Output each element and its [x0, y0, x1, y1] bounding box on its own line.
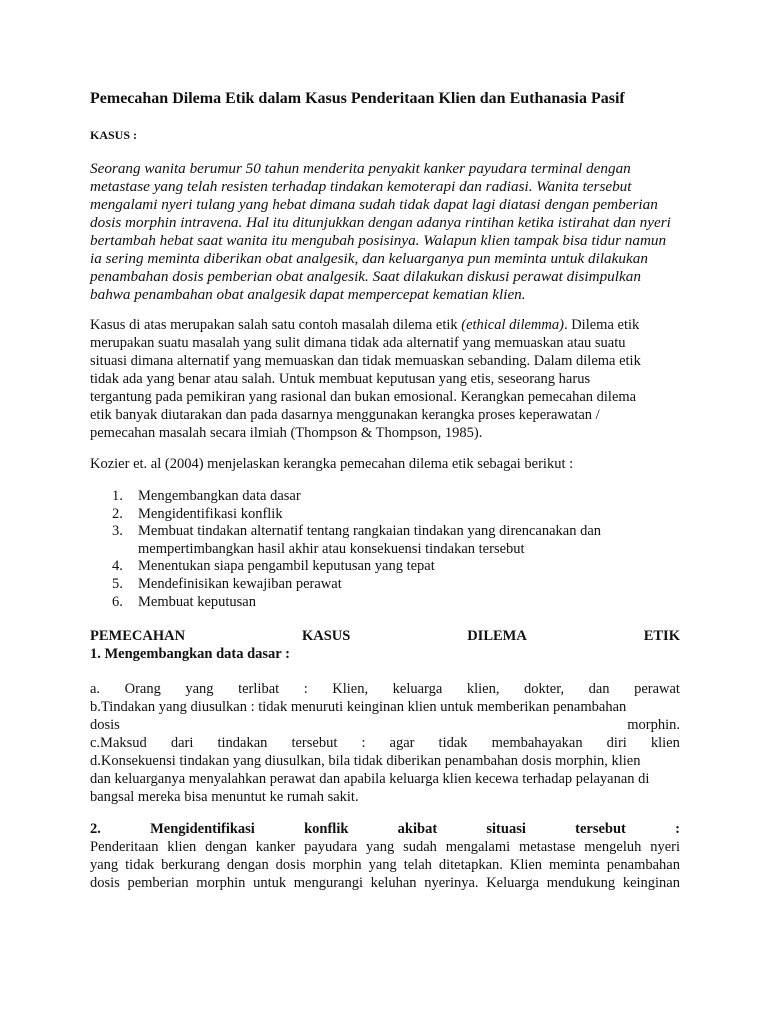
case-line: metastase yang telah resisten terhadap tindakan kemoterapi dan radiasi. Wanita tersebut	[90, 178, 632, 195]
case-line: dosis morphin intravena. Hal itu ditunjukkan dengan adanya rintihan ketika istirahat dan nyeri	[90, 214, 671, 231]
list-item	[90, 488, 601, 506]
list-number: 5.	[112, 575, 123, 592]
kasus-label: KASUS :	[90, 128, 138, 142]
paragraph-text: . Dilema etik	[563, 317, 640, 333]
data-dasar-paragraph	[90, 680, 680, 806]
word: :	[361, 735, 366, 751]
section-2-heading	[90, 820, 680, 838]
paragraph-line: tidak ada yang benar atau salah. Untuk membuat keputusan yang etis, seseorang harus	[90, 371, 591, 387]
case-line: penambahan dosis pemberian obat analgesik. Saat dilakukan diskusi perawat disimpulkan	[90, 268, 641, 285]
case-line: bahwa penambahan obat analgesik dapat mempercepat kematian klien.	[90, 286, 526, 303]
case-line: mengalami nyeri tulang yang hebat dimana sudah tidak dapat lagi diatasi dengan pemberian	[90, 196, 658, 213]
paragraph-line: tergantung pada pemikiran yang rasional dan bukan emosional. Kerangkan pemecahan dilema	[90, 389, 637, 405]
case-line: Seorang wanita berumur 50 tahun menderita penyakit kanker payudara terminal dengan	[90, 160, 631, 177]
list-text: Membuat keputusan	[138, 593, 256, 610]
word: diri	[606, 735, 627, 751]
section-2-line: yang tidak berkurang dengan dosis morphin yang telah ditetapkan. Klien meminta penambahan	[90, 857, 680, 873]
heading-word: PEMECAHAN	[90, 628, 186, 644]
word: dan	[588, 681, 610, 697]
heading-word: ETIK	[643, 628, 680, 644]
dilemma-paragraph	[90, 316, 680, 442]
list-item	[90, 523, 601, 541]
item-d-line: bangsal mereka bisa menuntut ke rumah sakit.	[90, 789, 359, 805]
section-heading	[90, 627, 680, 663]
list-item	[90, 541, 601, 559]
word: Klien,	[332, 681, 369, 697]
word: agar	[389, 735, 415, 751]
heading-word: tersebut	[575, 821, 626, 837]
list-text: mempertimbangkan hasil akhir atau konsekuensi tindakan tersebut	[138, 540, 525, 557]
case-line: ia sering meminta diberikan obat analgesik, dan keluarganya pun meminta untuk dilakukan	[90, 250, 648, 267]
section-2-line: dosis pemberian morphin untuk mengurangi keluhan nyerinya. Keluarga mendukung keinginan	[90, 875, 680, 891]
steps-list	[90, 488, 601, 611]
list-text: Mendefinisikan kewajiban perawat	[138, 575, 342, 592]
case-line: bertambah hebat saat wanita itu mengubah posisinya. Walapun klien tampak bisa tidur namun	[90, 232, 667, 249]
item-d-line: dan keluarganya menyalahkan perawat dan apabila keluarga klien kecewa terhadap pelayanan di	[90, 771, 650, 787]
list-text: Mengembangkan data dasar	[138, 488, 301, 504]
word: yang	[185, 681, 214, 697]
list-item	[90, 594, 601, 612]
item-b-line: b.Tindakan yang diusulkan : tidak menuruti keinginan klien untuk memberikan penambahan	[90, 699, 627, 715]
section-2	[90, 820, 680, 892]
paragraph-text: Kasus di atas merupakan salah satu contoh masalah dilema etik	[90, 317, 462, 333]
heading-word: DILEMA	[467, 628, 527, 644]
word: c.Maksud	[90, 735, 147, 751]
list-number: 2.	[112, 505, 123, 522]
list-item	[90, 558, 601, 576]
item-d-line: d.Konsekuensi tindakan yang diusulkan, bila tidak diberikan penambahan dosis morphin, klien	[90, 753, 641, 769]
word: dari	[170, 735, 194, 751]
list-text: Menentukan siapa pengambil keputusan yang tepat	[138, 558, 435, 575]
word: tidak	[438, 735, 468, 751]
word: membahayakan	[491, 735, 583, 751]
item-b-line-2	[90, 716, 680, 734]
document-title: Pemecahan Dilema Etik dalam Kasus Penderitaan Klien dan Euthanasia Pasif	[90, 90, 625, 107]
section-2-line: Penderitaan klien dengan kanker payudara yang sudah mengalami metastase mengeluh nyeri	[90, 839, 680, 855]
word: :	[303, 681, 308, 697]
case-description	[90, 160, 680, 304]
heading-word: 2.	[90, 821, 101, 837]
heading-word: :	[675, 821, 680, 837]
word: a.	[90, 681, 101, 697]
heading-word: akibat	[397, 821, 438, 837]
ethical-dilemma-term: (ethical dilemma)	[461, 317, 564, 333]
word: tersebut	[291, 735, 338, 751]
list-number: 4.	[112, 558, 123, 575]
word: klien	[650, 735, 680, 751]
section-heading-row	[90, 627, 680, 645]
word: Orang	[124, 681, 161, 697]
word: keluarga	[392, 681, 443, 697]
word: morphin.	[627, 717, 680, 733]
list-number: 6.	[112, 593, 123, 610]
list-number: 1.	[112, 488, 123, 504]
heading-word: situasi	[486, 821, 526, 837]
item-c-line	[90, 734, 680, 752]
heading-word: konflik	[304, 821, 349, 837]
paragraph-line: etik banyak diutarakan dan pada dasarnya menggunakan kerangka proses keperawatan /	[90, 407, 600, 423]
word: perawat	[634, 681, 680, 697]
word: terlibat	[238, 681, 280, 697]
list-number: 3.	[112, 523, 123, 540]
word: tindakan	[217, 735, 268, 751]
list-text: Membuat tindakan alternatif tentang rangkaian tindakan yang direncanakan dan	[138, 523, 602, 540]
paragraph-line: situasi dimana alternatif yang memuaskan dan tidak memuaskan sebanding. Dalam dilema etik	[90, 353, 641, 369]
paragraph-line	[90, 316, 680, 334]
list-text: Mengidentifikasi konflik	[138, 505, 283, 522]
list-item	[90, 576, 601, 594]
item-a-line	[90, 680, 680, 698]
paragraph-line: merupakan suatu masalah yang sulit dimana tidak ada alternatif yang memuaskan atau suatu	[90, 335, 626, 351]
word: dokter,	[523, 681, 565, 697]
word: dosis	[90, 717, 120, 733]
heading-word: Mengidentifikasi	[150, 821, 255, 837]
paragraph-line: pemecahan masalah secara ilmiah (Thompson & Thompson, 1985).	[90, 425, 483, 441]
kozier-intro: Kozier et. al (2004) menjelaskan kerangka pemecahan dilema etik sebagai berikut :	[90, 456, 574, 472]
subheading-data-dasar: 1. Mengembangkan data dasar :	[90, 646, 290, 662]
heading-word: KASUS	[301, 628, 351, 644]
word: klien,	[466, 681, 500, 697]
list-item	[90, 506, 601, 524]
